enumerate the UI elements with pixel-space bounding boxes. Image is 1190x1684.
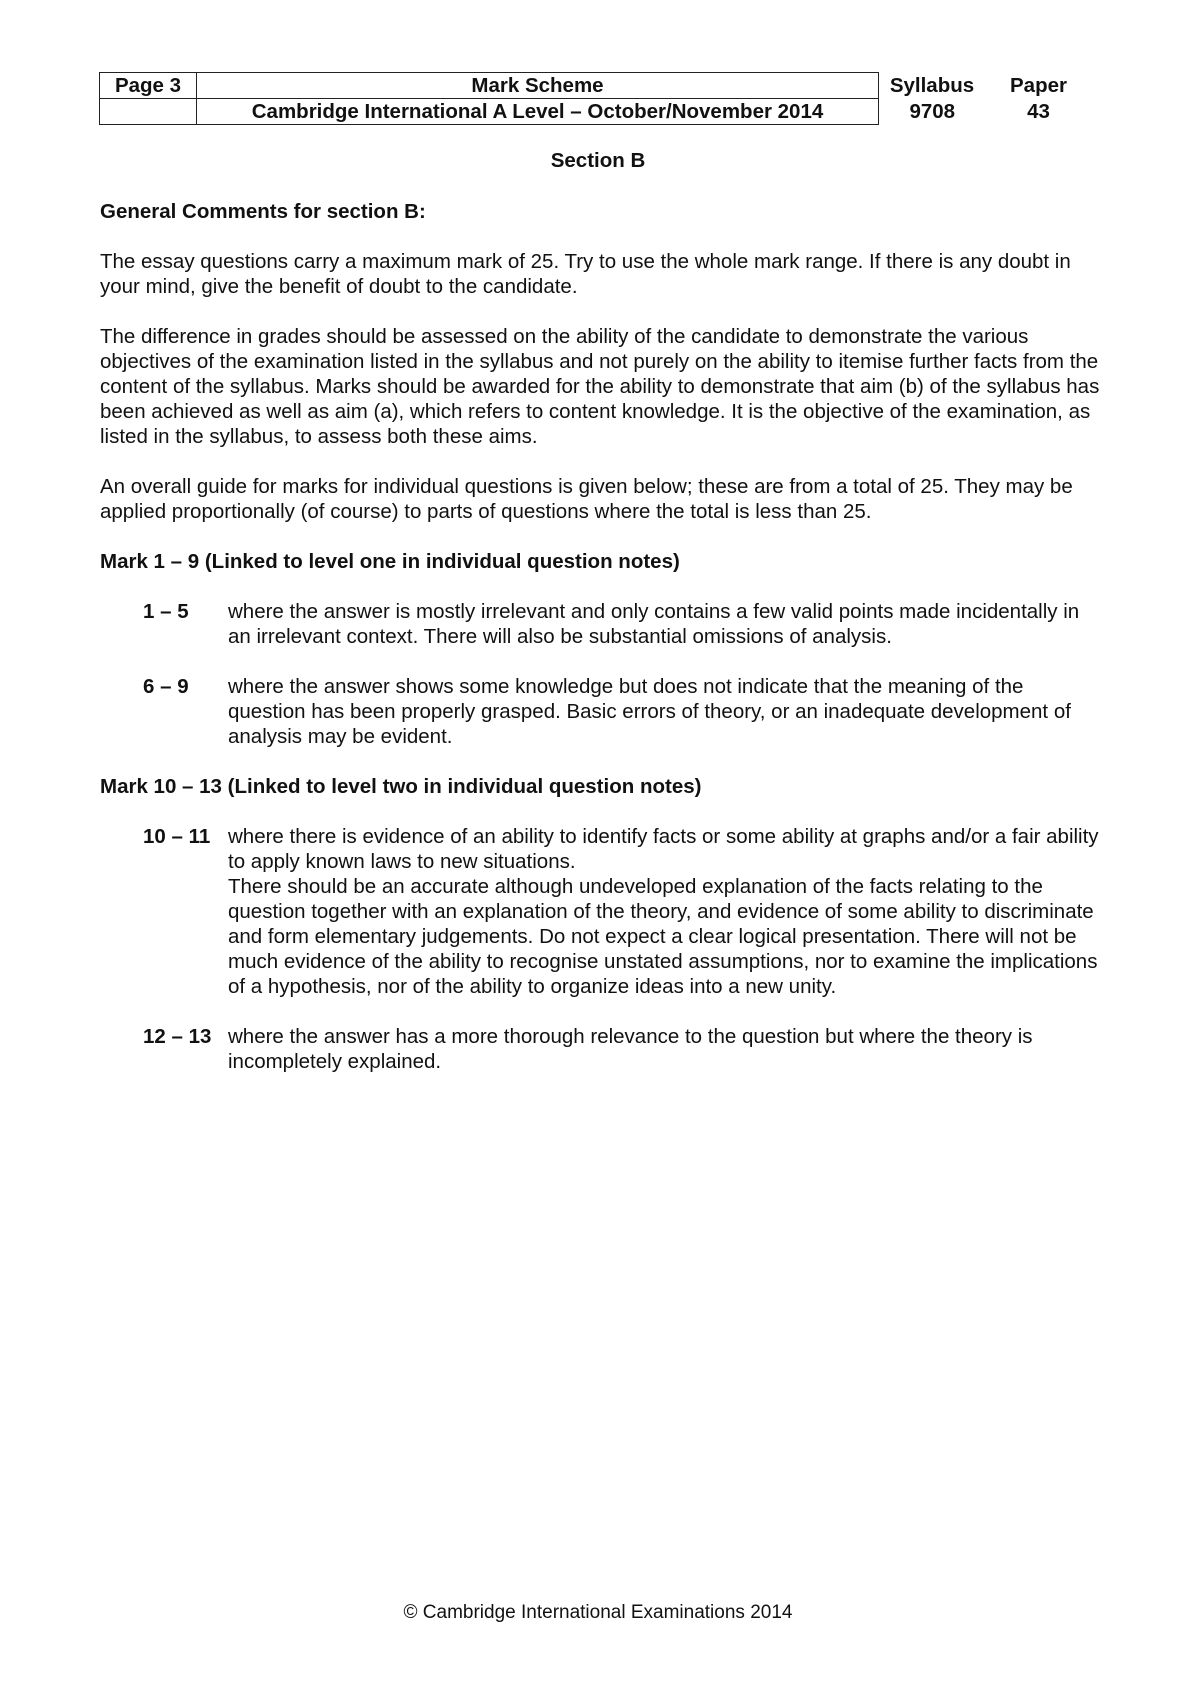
mark-band [143, 599, 1100, 649]
header-subtitle: Cambridge International A Level – October/November 2014 [197, 99, 879, 125]
syllabus-value: 9708 [909, 99, 956, 123]
mark-description [228, 1024, 1100, 1074]
general-comments-heading: General Comments for section B: [100, 200, 426, 223]
mark-description-line: where the answer is mostly irrelevant and only contains a few valid points made incidentally in an irrelevant context. There will also be substantial omissions of analysis. [228, 600, 1080, 648]
page-number: Page 3 [100, 73, 197, 99]
mark-range: 12 – 13 [143, 1025, 212, 1048]
syllabus-label: Syllabus [889, 73, 975, 97]
mark-description [228, 824, 1100, 999]
mark-range: 1 – 5 [143, 600, 189, 623]
paper-value: 43 [1027, 99, 1050, 123]
page-number-blank [100, 99, 197, 125]
header-row-top [100, 73, 1092, 99]
section-title: Section B [550, 149, 646, 172]
mark-description-line: where the answer has a more thorough relevance to the question but where the theory is incompletely explained. [228, 1025, 1033, 1073]
header-row-bottom [100, 99, 1092, 125]
mark-description [228, 599, 1100, 649]
mark-band [143, 1024, 1100, 1074]
level-heading: Mark 1 – 9 (Linked to level one in individual question notes) [100, 550, 680, 573]
mark-description [228, 674, 1100, 749]
page-content [100, 199, 1100, 1099]
mark-band [143, 824, 1100, 999]
paper-label: Paper [1010, 73, 1067, 97]
copyright-footer: © Cambridge International Examinations 2014 [403, 1602, 793, 1623]
mark-range: 10 – 11 [143, 825, 211, 848]
level-heading: Mark 10 – 13 (Linked to level two in individual question notes) [100, 775, 702, 798]
paragraph: The difference in grades should be assessed on the ability of the candidate to demonstrate the various objectives of the examination listed in the syllabus and not purely on the ability to itemise further facts from the content of the syllabus. Marks should be awarded for the ability to demonstrate that aim (b) of the syllabus has been achieved as well as aim (a), which refers to content knowledge. It is the objective of the examination, as listed in the syllabus, to assess both these aims. [100, 325, 1100, 448]
header-table [99, 72, 1092, 125]
paragraph: The essay questions carry a maximum mark of 25. Try to use the whole mark range. If there is any doubt in your mind, give the benefit of doubt to the candidate. [100, 250, 1071, 298]
mark-band [143, 674, 1100, 749]
mark-description-line: There should be an accurate although undeveloped explanation of the facts relating to the question together with an explanation of the theory, and evidence of some ability to discriminate and form elementary judgements. Do not expect a clear logical presentation. There will not be much evidence of the ability to recognise unstated assumptions, nor to examine the implications of a hypothesis, nor of the ability to organize ideas into a new unity. [228, 875, 1098, 998]
mark-range: 6 – 9 [143, 675, 189, 698]
header-title: Mark Scheme [197, 73, 879, 99]
mark-description-line: where there is evidence of an ability to identify facts or some ability at graphs and/or a fair ability to apply known laws to new situations. [228, 825, 1099, 873]
paragraph: An overall guide for marks for individual questions is given below; these are from a total of 25. They may be applied proportionally (of course) to parts of questions where the total is less than 25. [100, 475, 1073, 523]
mark-description-line: where the answer shows some knowledge but does not indicate that the meaning of the question has been properly grasped. Basic errors of theory, or an inadequate development of analysis may be evident. [228, 675, 1071, 748]
